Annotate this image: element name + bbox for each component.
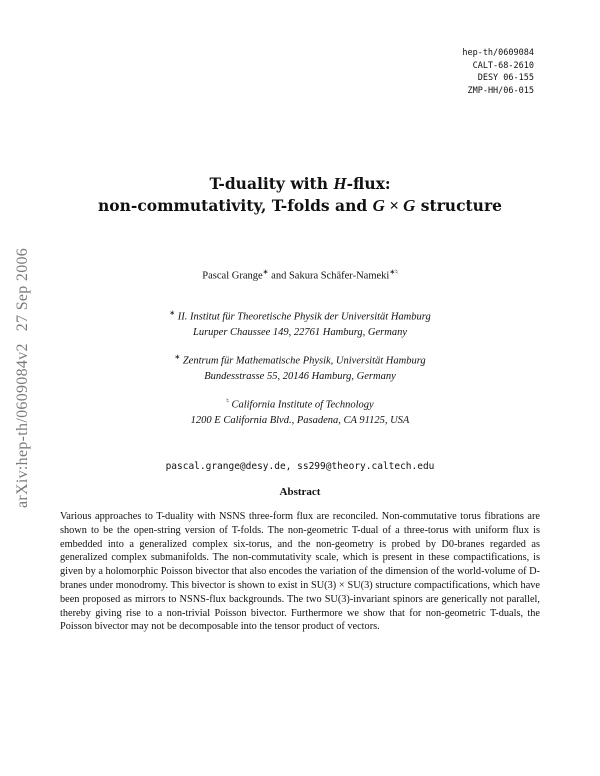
author-name: Pascal Grange: [202, 270, 263, 282]
affiliation: ∗ Zentrum für Mathematische Physik, Universität Hamburg Bundesstrasse 55, 20146 Hamburg, Germany: [174, 353, 426, 382]
paper-title: [60, 173, 540, 217]
report-numbers: [462, 47, 534, 97]
affiliation-mark: ♮: [226, 397, 229, 405]
affiliation: ♮ California Institute of Technology 1200 E California Blvd., Pasadena, CA 91125, USA: [190, 397, 410, 426]
author-name: Sakura Schäfer-Nameki: [288, 270, 390, 282]
title-math-h: H: [333, 174, 347, 193]
author-emails: pascal.grange@desy.de, ss299@theory.caltech.edu: [165, 461, 435, 472]
title-line-2: non-commutativity, T-folds and G × G structure: [98, 196, 502, 215]
report-number: ZMP-HH/06-015: [467, 85, 534, 96]
report-number: hep-th/0609084: [462, 48, 534, 58]
report-number: DESY 06-155: [477, 73, 534, 83]
title-math-gxg: G × G: [372, 196, 416, 215]
arxiv-stamp: [14, 248, 32, 508]
authors: Pascal Grange∗ and Sakura Schäfer-Nameki∗♮: [202, 268, 398, 282]
title-line-1: T-duality with H-flux:: [209, 174, 391, 193]
author-mark: ∗: [262, 268, 269, 276]
abstract-heading: Abstract: [279, 486, 321, 498]
abstract-body: Various approaches to T-duality with NSNS three-form flux are reconciled. Non-commutative torus fibrations are shown to be the open-string version of T-folds. The non-geometric T-dual of a three-torus with uniform flux is embedded into a generalized complex six-torus, and the non-geometry is probed by D0-branes regarded as generalized complex submanifolds. The non-commutativity scale, which is present in these compactifications, is given by a holomorphic Poisson bivector that also encodes the variation of the dimension of the world-volume of D-branes under monodromy. This bivector is shown to exist in SU(3) × SU(3) structure compactifications, which have been proposed as mirrors to NSNS-flux backgrounds. The two SU(3)-invariant spinors are generically not parallel, thereby giving rise to a non-trivial Poisson bivector. Furthermore we show that for non-geometric T-duals, the Poisson bivector may not be decomposable into the tensor product of vectors.: [60, 511, 540, 633]
arxiv-id: arXiv:hep-th/0609084v2: [14, 343, 31, 508]
affiliation-mark: ∗: [169, 309, 176, 317]
affiliation-mark: ∗: [174, 353, 181, 361]
author-mark: ∗♮: [389, 268, 398, 276]
affiliation: ∗ II. Institut für Theoretische Physik der Universität Hamburg Luruper Chaussee 149, 22761 Hamburg, Germany: [169, 309, 431, 338]
arxiv-date: 27 Sep 2006: [14, 247, 31, 332]
report-number: CALT-68-2610: [472, 60, 534, 71]
